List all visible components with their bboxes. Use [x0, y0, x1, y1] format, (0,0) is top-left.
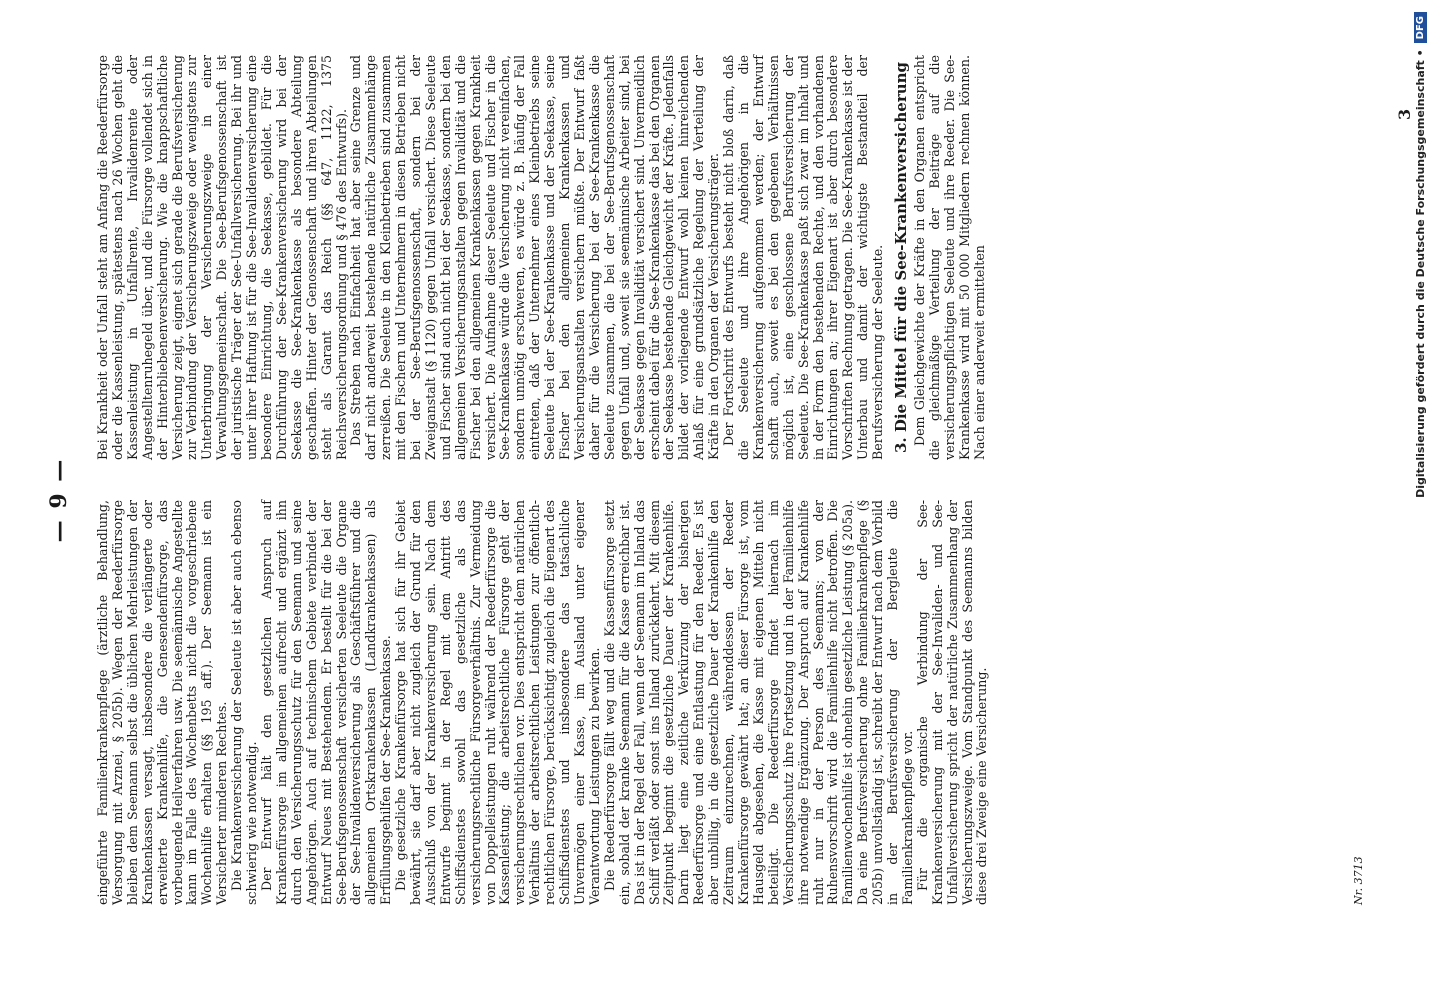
right-paragraph: Dem Gleichgewichte der Kräfte in den Organen entspricht die gleichmäßige Verteilung der Beiträge auf die versicherungspflichtigen Seeleute und ihre Reeder. Die See-Krankenkasse wird mit 50 000 Mitgliedern rechnen können. Nach einer anderweit ermittelten	[911, 55, 987, 460]
page-number: — 9 —	[46, 457, 72, 543]
left-text-column	[96, 500, 990, 905]
left-paragraph: Die Krankenversicherung der Seeleute ist aber auch ebenso schwierig wie notwendig.	[229, 500, 260, 905]
printer-mark: Nr. 3713	[1352, 856, 1365, 905]
sheet-number: 3	[1395, 108, 1414, 120]
left-paragraph: Die gesetzliche Krankenfürsorge hat sich für ihr Gebiet bewährt, sie darf aber nicht zugleich der Grund für den Ausschluß von der Krankenversicherung sein. Nach dem Entwurfe beginnt in der Regel mit dem Antritt des Schiffsdienstes sowohl das gesetzliche als das versicherungsrechtliche Fürsorgeverhältnis. Zur Vermeidung von Doppelleistungen ruht während der Reederfürsorge die Kassenleistung; die arbeitsrechtliche Fürsorge geht der versicherungsrechtlichen vor. Dies entspricht dem natürlichen Verhältnis der arbeitsrechtlichen Leistungen zur öffentlich-rechtlichen Fürsorge, berücksichtigt zugleich die Eigenart des Schiffsdienstes und insbesondere das tatsächliche Unvermögen einer Kasse, im Ausland unter eigener Verantwortung Leistungen zu bewirken.	[393, 500, 602, 905]
right-paragraph: Bei Krankheit oder Unfall steht am Anfang die Reederfürsorge oder die Kassenleistung, spätestens nach 26 Wochen geht die Kassenleistung in Unfallrente, Invalidenrente oder Angestelltenruhegeld über, und die Fürsorge vollendet sich in der Hinterbliebenenversicherung. Wie die knappschaftliche Versicherung zeigt, eignet sich gerade die Berufsversicherung zur Verbindung der Versicherungszweige oder wenigstens zur Unterbringung der Versicherungszweige in einer Verwaltungsgemeinschaft. Die See-Berufsgenossenschaft ist der juristische Träger der See-Unfallversicherung. Bei ihr und unter ihrer Haftung ist für die See-Invalidenversicherung eine besondere Einrichtung, die Seekasse, gebildet. Für die Durchführung der See-Krankenversicherung wird bei der Seekasse die See-Krankenkasse als besondere Abteilung geschaffen. Hinter der Genossenschaft und ihren Abteilungen steht als Garant das Reich (§§ 647, 1122, 1375 Reichsversicherungsordnung und § 476 des Entwurfs).	[95, 55, 349, 460]
left-paragraph: eingeführte Familienkrankenpflege (ärztliche Behandlung, Versorgung mit Arznei, § 205b). Wegen der Reederfürsorge bleiben dem Seemann selbst die üblichen Mehrleistungen der Krankenkassen versagt, insbesondere die verlängerte oder erweiterte Krankenhilfe, die Genesendenfürsorge, das vorbeugende Heilverfahren usw. Die seemännische Angestellte kann im Falle des Wochenbetts nicht die vorgeschriebene Wochenhilfe erhalten (§§ 195 aff.). Der Seemann ist ein Versicherter minderen Rechtes.	[95, 500, 230, 905]
left-paragraph: Die Reederfürsorge fällt weg und die Kassenfürsorge setzt ein, sobald der kranke Seemann für die Kasse erreichbar ist. Das ist in der Regel der Fall, wenn der Seemann im Inland das Schiff verläßt oder sonst ins Inland zurückkehrt. Mit diesem Zeitpunkt beginnt die gesetzliche Dauer der Krankenhilfe. Darin liegt eine zeitliche Verkürzung der bisherigen Reederfürsorge und eine Entlastung für den Reeder. Es ist aber unbillig, in die gesetzliche Dauer der Krankenhilfe den Zeitraum einzurechnen, währenddessen der Reeder Krankenfürsorge gewährt hat; an dieser Fürsorge ist, vom Hausgeld abgesehen, die Kasse mit eigenen Mitteln nicht beteiligt. Die Reederfürsorge findet hiernach im Versicherungsschutz ihre Fortsetzung und in der Familienhilfe ihre notwendige Ergänzung. Der Anspruch auf Krankenhilfe ruht nur in der Person des Seemanns; von der Ruhensvorschrift wird die Familienhilfe nicht betroffen. Die Familienwochenhilfe ist ohnehin gesetzliche Leistung (§ 205a). Da eine Berufsversicherung ohne Familienkrankenpflege (§ 205b) unvollständig ist, schreibt der Entwurf nach dem Vorbild in der Berufsversicherung der Bergleute die Familienkrankenpflege vor.	[601, 500, 915, 905]
footer-credit: Digitalisierung gefördert durch die Deutsche Forschungsgemeinschaft •	[1413, 49, 1427, 498]
right-paragraph: Der Fortschritt des Entwurfs besteht nicht bloß darin, daß die Seeleute und ihre Angehörigen in die Krankenversicherung aufgenommen werden; der Entwurf schafft auch, soweit es bei den gegebenen Verhältnissen möglich ist, eine geschlossene Berufsversicherung der Seeleute. Die See-Krankenkasse paßt sich zwar im Inhalt und in der Form den bestehenden Rechte, und den vorhandenen Einrichtungen an; ihrer Eigenart ist aber durch besondere Vorschriften Rechnung getragen. Die See-Krankenkasse ist der Unterbau und damit der wichtigste Bestandteil der Berufsversicherung der Seeleute.	[721, 55, 886, 460]
left-paragraph: Der Entwurf hält den gesetzlichen Anspruch auf Krankenfürsorge im allgemeinen aufrecht und ergänzt ihn durch den Versicherungsschutz für den Seemann und seine Angehörigen. Auch auf technischem Gebiete verbindet der Entwurf Neues mit Bestehendem. Er bestellt für die bei der See-Berufsgenossenschaft versicherten Seeleute die Organe der See-Invalidenversicherung als Geschäftsführer und die allgemeinen Ortskrankenkassen (Landkrankenkassen) als Erfüllungsgehilfen der See-Krankenkasse.	[258, 500, 394, 905]
right-text-column	[96, 55, 987, 460]
right-paragraph: Das Streben nach Einfachheit hat aber seine Grenze und darf nicht anderweit bestehende natürliche Zusammenhänge zerreißen. Die Seeleute in den Kleinbetrieben sind zusammen mit den Fischern und Unternehmern in diesen Betrieben nicht bei der See-Berufsgenossenschaft, sondern bei der Zweiganstalt (§ 1120) gegen Unfall versichert. Diese Seeleute und Fischer sind auch nicht bei der Seekasse, sondern bei den allgemeinen Versicherungsanstalten gegen Invalidität und die Fischer bei den allgemeinen Krankenkassen gegen Krankheit versichert. Die Aufnahme dieser Seeleute und Fischer in die See-Krankenkasse würde die Versicherung nicht vereinfachen, sondern unnötig erschweren, es würde z. B. häufig der Fall eintreten, daß der Unternehmer eines Kleinbetriebs seine Seeleute bei der See-Krankenkasse und der Seekasse, seine Fischer bei den allgemeinen Krankenkassen und Versicherungsanstalten versichern müßte. Der Entwurf faßt daher für die Versicherung bei der See-Krankenkasse die Seeleute zusammen, die bei der See-Berufsgenossenschaft gegen Unfall und, soweit sie seemännische Arbeiter sind, bei der Seekasse gegen Invalidität versichert sind. Unvermeidlich erscheint dabei für die See-Krankenkasse das bei den Organen der Seekasse bestehende Gleichgewicht der Kräfte. Jedenfalls bildet der vorliegende Entwurf wohl keinen hinreichenden Anlaß für eine grundsätzliche Regelung der Verteilung der Kräfte in den Organen der Versicherungsträger.	[348, 55, 722, 460]
section-heading: 3. Die Mittel für die See-Krankenversicherung	[892, 61, 911, 454]
dfg-logo: DFG	[1414, 12, 1427, 43]
left-paragraph: Für die organische Verbindung der See-Krankenversicherung mit der See-Invaliden- und See-Unfallversicherung spricht der natürliche Zusammenhang der Versicherungszweige. Vom Standpunkt des Seemanns bilden diese drei Zweige eine Versicherung.	[914, 500, 990, 905]
digitization-footer	[1412, 0, 1428, 1000]
